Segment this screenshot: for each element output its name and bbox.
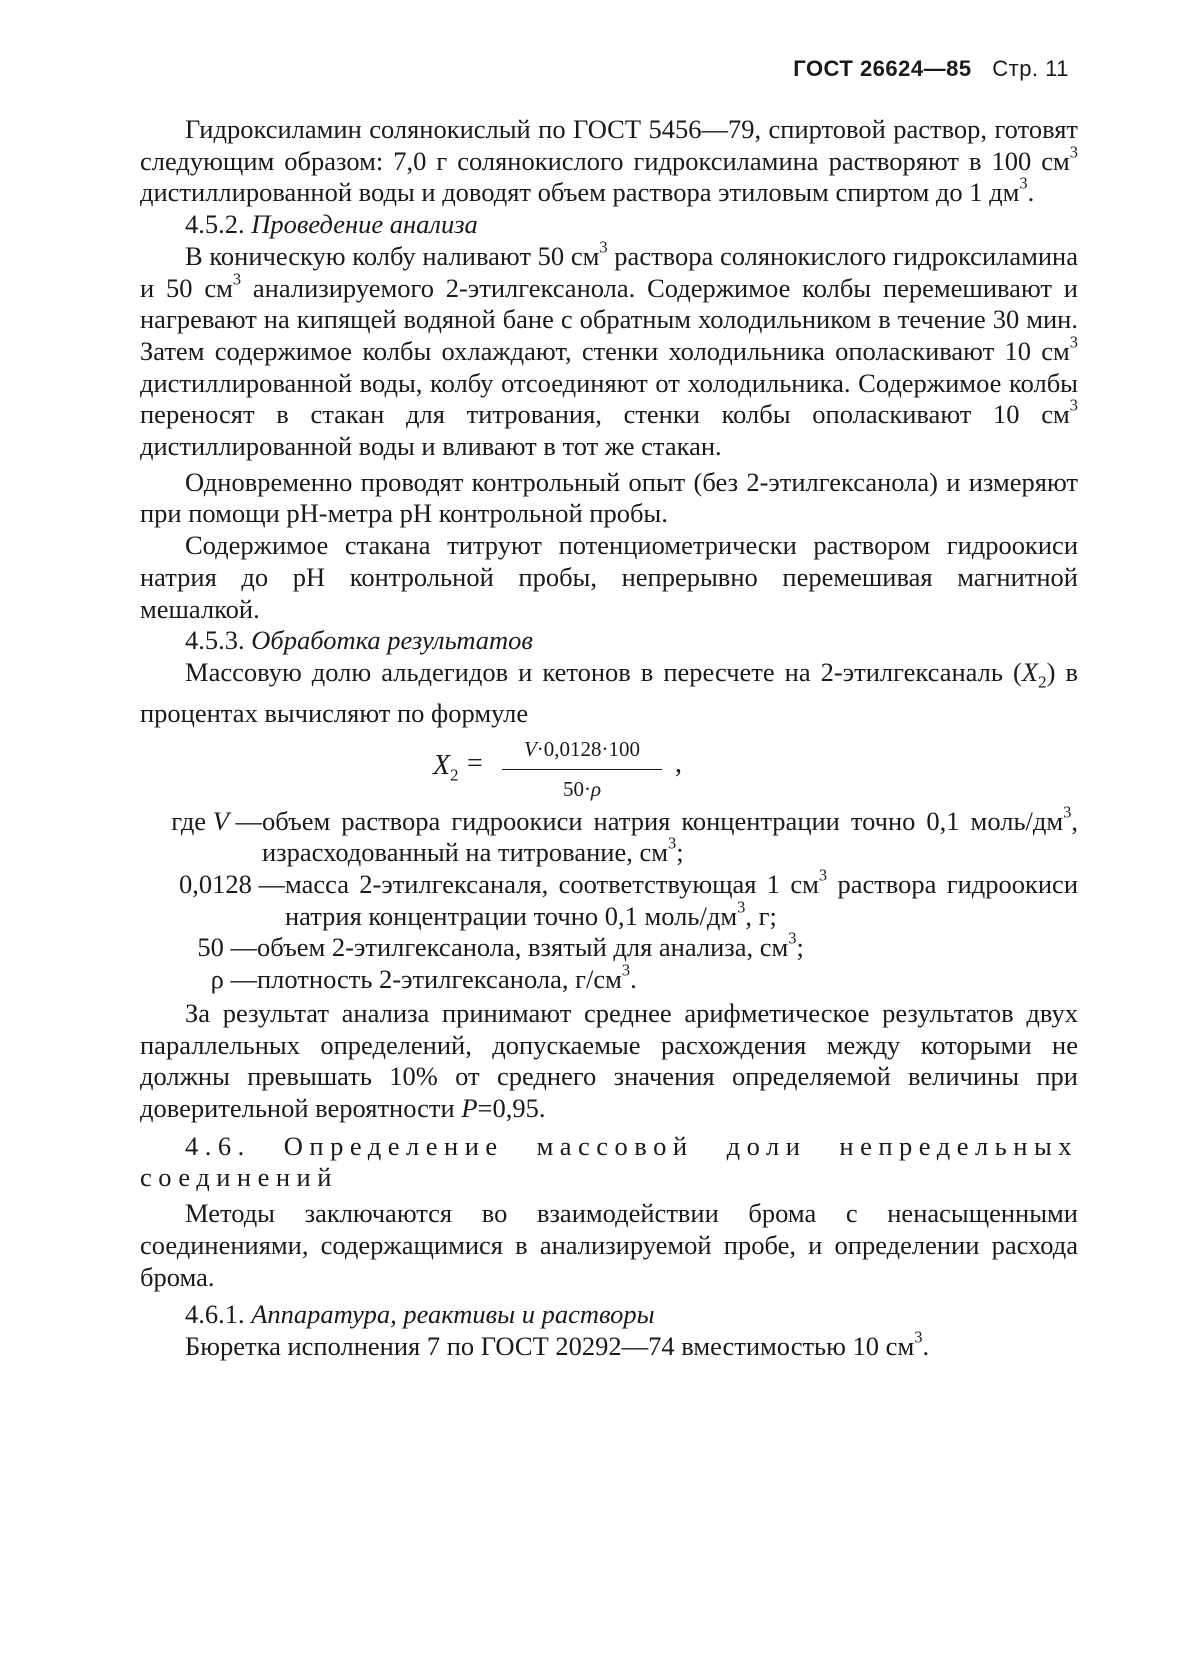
variable-definitions [140,802,1079,996]
formula-fraction [502,734,662,806]
section-title: Проведение анализа [251,209,478,240]
paragraph-burette: Бюретка исполнения 7 по ГОСТ 20292—74 вместимостью 10 $см^3$. [185,1327,930,1361]
paragraph-procedure: В коническую колбу наливают 50 $см^3$ раствора солянокислого гидроксиламина и 50 $см^3$ анализируемого 2-этилгексанола. Содержимое колбы перемешивают и нагревают на кипящей водяной бане с обратным холодильником в течение 30 мин. Затем содержимое колбы охлаждают, стенки холодильника ополаскивают 10 $см^3$ дистиллированной воды, колбу отсоединяют от холодильника. Содержимое колбы переносят в стакан для титрования, стенки колбы ополаскивают 10 $см^3$ дистиллированной воды и вливают в тот же стакан. [140,237,1079,462]
formula-lhs: $X_2$ [433,749,459,785]
page-header [793,56,1069,82]
paragraph-methods: Методы заключаются во взаимодействии брома с ненасыщенными соединениями, содержащимися в анализируемой пробе, и определении расхода брома. [140,1198,1078,1292]
formula-x2 [140,734,1078,804]
definition-item: 0,0128 — масса 2-этилгексаналя, соответствующая 1 $см^3$ раствора гидроокиси натрия концентрации точно 0,1 моль/$дм^3$, г; [179,865,1079,931]
section-number: 4.5.3. [185,625,245,656]
formula-denominator: 50·ρ [562,777,602,802]
formula-equals: = [467,747,483,779]
document-body [140,114,1078,1363]
formula-numerator: V·0,0128·100 [502,734,662,771]
section-number: 4.6.1. [185,1299,245,1330]
section-title: Обработка результатов [251,625,533,656]
paragraph-titration: Содержимое стакана титруют потенциометрически раствором гидроокиси натрия до рН контрольной пробы, непрерывно перемешивая магнитной мешалкой. [140,530,1078,624]
definition-item: ρ — плотность 2-этилгексанола, $г/см^3$. [210,960,637,995]
paragraph-control: Одновременно проводят контрольный опыт (без 2-этилгексанола) и измеряют при помощи рН-метра рН контрольной пробы. [140,466,1078,529]
paragraph-reagent-prep: Гидроксиламин солянокислый по ГОСТ 5456—79, спиртовой раствор, готовят следующим образом: 7,0 г солянокислого гидроксиламина растворяют в 100 $см^3$ дистиллированной воды и доводят объем раствора этиловым спиртом до 1 $дм^3$. [140,114,1078,208]
paragraph-result-acceptance: За результат анализа принимают среднее арифметическое результатов двух параллельных определений, допускаемые расхождения между которыми не должны превышать 10% от среднего значения определяемой величины при доверительной вероятности P=0,95. [140,997,1078,1123]
section-title: Аппаратура, реактивы и растворы [251,1299,655,1330]
formula-comma: , [675,747,682,779]
section-title: Определение массовой доли непредельных соединений [140,1130,1079,1193]
section-heading-4-5-3 [140,625,1078,657]
definition-item: где V — объем раствора гидроокиси натрия концентрации точно 0,1 моль/$дм^3$, израсходованный на титрование, $см^3$; [171,802,1078,868]
section-heading-4-6-1 [140,1299,1078,1331]
definition-item: 50 — объем 2-этилгексанола, взятый для анализа, $см^3$; [197,929,804,963]
standard-number: ГОСТ 26624—85 [793,56,972,81]
page-number: Стр. 11 [992,56,1069,81]
section-number: 4.5.2. [185,209,245,240]
section-heading-4-5-2 [140,209,1078,241]
paragraph-formula-intro: Массовую долю альдегидов и кетонов в пересчете на 2-этилгексаналь $(X_2)$ в процентах вычисляют по формуле [140,656,1078,728]
section-number: 4.6. [185,1130,251,1161]
section-heading-4-6 [140,1131,1078,1194]
